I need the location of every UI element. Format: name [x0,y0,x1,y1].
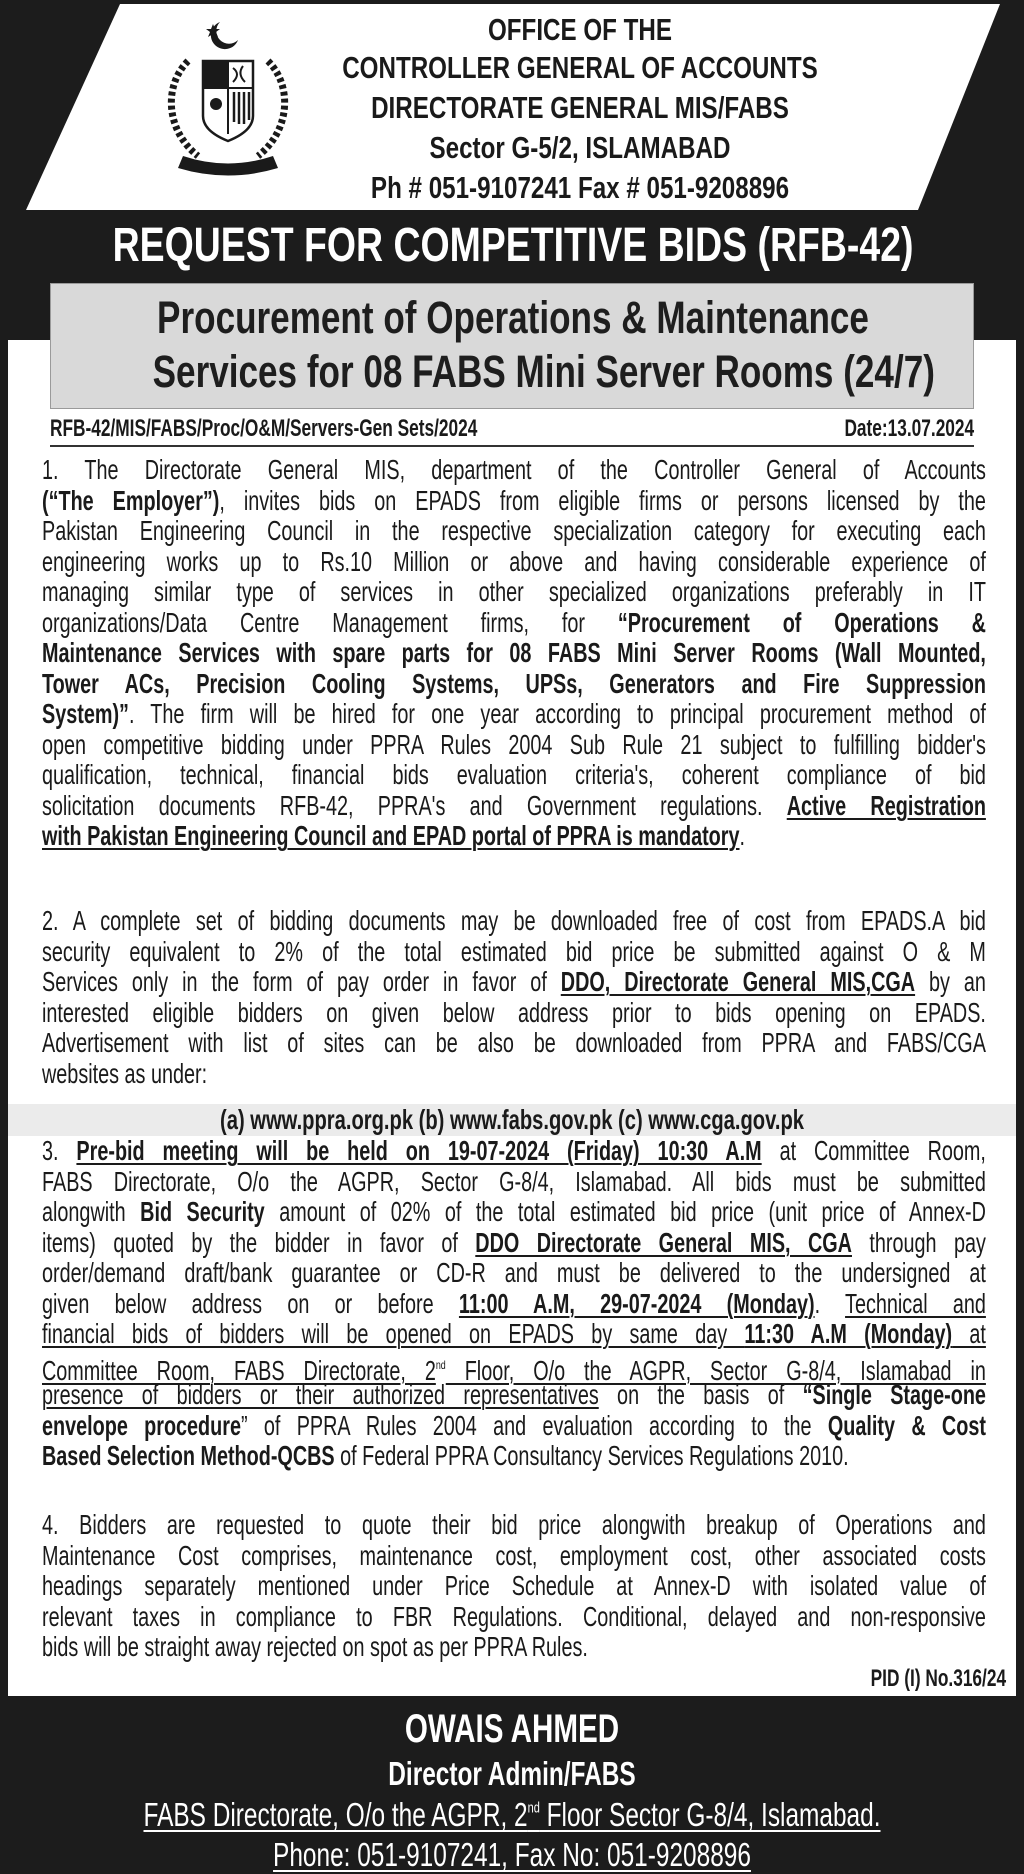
text-run: DDO Directorate General MIS, CGA [475,1226,852,1258]
text-run: managing similar type of services in other specialized organizations preferably in IT [42,576,986,607]
signatory-name: OWAIS AHMED [404,1707,620,1751]
text-run: 4. Bidders are requested to quote their bid price alongwith breakup of Operations and [42,1509,986,1540]
text-run: Quality & Cost [827,1409,986,1441]
text-run: Committee Room, FABS Directorate, 2 [42,1354,436,1386]
paragraph-line [42,669,986,699]
paragraph-line [42,547,986,577]
text-run: 1. The Directorate General MIS, department of the Controller General of Accounts [42,454,986,485]
text-run: at Committee Room, [761,1135,986,1166]
text-run: bids will be straight away rejected on spot as per PPRA Rules. [42,1631,588,1662]
text-run: items) quoted by the bidder in favor of [42,1226,476,1258]
paragraph-line [42,1059,986,1089]
paragraph-line [42,998,986,1028]
pid-number: PID (I) No.316/24 [870,1665,1006,1692]
text-run: envelope procedure [42,1409,241,1441]
text-run: Bid Security [140,1196,265,1227]
signatory-phone [133,1836,891,1874]
subtitle-line-2: Services for 08 FABS Mini Server Rooms (24/7) [152,346,935,397]
paragraph-line [42,1510,986,1540]
header-org-line: CONTROLLER GENERAL OF ACCOUNTS [342,50,818,85]
websites-list: (a) www.ppra.org.pk (b) www.fabs.gov.pk (c) www.cga.gov.pk [220,1104,804,1135]
text-run: engineering works up to Rs.10 Million or above and having considerable experience of [42,545,986,577]
text-run: “Procurement of Operations & [617,606,986,638]
text-run: of Federal PPRA Consultancy Services Regulations 2010. [334,1440,849,1471]
paragraph-line [42,730,986,760]
text-run: . The firm will be hired for one year according to principal procurement method of [128,698,986,729]
text-run: Based Selection Method-QCBS [42,1440,335,1471]
phone-fax: Phone: 051-9107241, Fax No: 051-9208896 [273,1836,751,1873]
government-emblem-icon [158,16,298,178]
text-run: Advertisement with list of sites can be also be downloaded from PPRA and FABS/CGA [42,1027,986,1058]
paragraph-line [42,967,986,997]
text-run: through pay [851,1226,986,1258]
text-run: “Single Stage-one [802,1379,986,1410]
paragraph-line [42,1319,986,1349]
header-office-line: OFFICE OF THE [487,12,673,47]
text-run: Technical and [845,1287,986,1319]
paragraph-line [42,699,986,729]
paragraph-line [42,1441,986,1471]
text-run: Maintenance Cost comprises, maintenance cost, employment cost, other associated costs [42,1539,986,1571]
text-run: DDO, Directorate General MIS,CGA [560,966,916,997]
text-run: security equivalent to 2% of the total estimated bid price be submitted against O & M [42,935,986,967]
paragraph-line [42,1541,986,1571]
paragraph-line [42,608,986,638]
paragraph-line [42,937,986,967]
text-run: solicitation documents RFB-42, PPRA's and Government regulations. [42,789,787,821]
text-run: 3. [42,1135,77,1166]
text-run: 11:30 A.M (Monday) [744,1318,953,1349]
paragraph-line [42,906,986,936]
paragraph-line [42,1228,986,1258]
text-run: Floor, O/o the AGPR, Sector G-8/4, Islamabad in [445,1354,986,1386]
text-run: qualification, technical, financial bids evaluation criteria's, coherent compliance of bid [42,759,986,790]
paragraph-line [42,1136,986,1166]
text-run: (“The Employer”) [42,484,220,516]
paragraph-line [42,1167,986,1197]
text-run: financial bids of bidders will be opened on EPADS by same day [42,1318,745,1349]
header-address-line: Sector G-5/2, ISLAMABAD [429,130,731,165]
text-run: Pakistan Engineering Council in the respective specialization category for executing each [42,515,986,546]
reference-number: RFB-42/MIS/FABS/Proc/O&M/Servers-Gen Sets/2024 [50,415,478,442]
subtitle-box [50,283,974,409]
text-run: by an [915,966,986,997]
text-run: open competitive bidding under PPRA Rules 2004 Sub Rule 21 subject to fulfilling bidder's [42,728,986,760]
paragraph-line [42,1289,986,1319]
paragraph-line [42,1258,986,1288]
paragraph-line [42,516,986,546]
text-run: 2. A complete set of bidding documents may be downloaded free of cost from EPADS.A bid [42,905,986,936]
text-run: Active Registration [786,789,986,821]
text-run: alongwith [42,1196,141,1227]
paragraph-line [42,486,986,516]
text-run: 11:00 A.M, 29-07-2024 (Monday) [458,1287,815,1319]
paragraph-line [42,638,986,668]
address-ordinal: nd [527,1800,540,1817]
text-run: Services only in the form of pay order in favor of [42,966,561,997]
text-run: ” of PPRA Rules 2004 and evaluation according to the [240,1409,828,1441]
text-run: order/demand draft/bank guarantee or CD-R and must be delivered to the undersigned at [42,1257,986,1288]
address-part-1: FABS Directorate, O/o the AGPR, 2 [143,1796,528,1833]
text-run: Pre-bid meeting will be held on 19-07-2024 (Friday) 10:30 A.M [76,1135,762,1166]
signatory-address [133,1796,891,1834]
page-title: REQUEST FOR COMPETITIVE BIDS (RFB-42) [112,219,914,272]
paragraph-line [42,455,986,485]
paragraph-line [42,577,986,607]
subtitle-line-1: Procurement of Operations & Maintenance [157,292,869,343]
text-run: at [952,1318,986,1349]
text-run: System)” [42,698,129,729]
text-run: , invites bids on EPADS from eligible firms or persons licensed by the [219,484,986,516]
text-run: organizations/Data Centre Management firms, for [42,606,618,638]
websites-band [8,1104,1016,1136]
text-run: . [739,820,746,851]
reference-date: Date:13.07.2024 [844,415,974,442]
text-run: with Pakistan Engineering Council and EPAD portal of PPRA is mandatory [42,820,740,851]
paragraph-line [42,791,986,821]
text-run: given below address on or before [42,1287,459,1319]
address-part-2: Floor Sector G-8/4, Islamabad. [539,1796,881,1833]
paragraph-line [42,1632,986,1662]
header-directorate-line: DIRECTORATE GENERAL MIS/FABS [371,90,789,125]
text-run: headings separately mentioned under Price Schedule at Annex-D with isolated value of [42,1570,986,1601]
text-run: relevant taxes in compliance to FBR Regulations. Conditional, delayed and non-responsive [42,1600,986,1632]
paragraph-line [42,1028,986,1058]
paragraph-line [42,760,986,790]
reference-row [50,415,974,447]
text-run: Maintenance Services with spare parts for 08 FABS Mini Server Rooms (Wall Mounted, [42,637,986,668]
text-run: interested eligible bidders on given below address prior to bids opening on EPADS. [42,996,986,1028]
paragraph-line [42,1380,986,1410]
text-run: . [814,1287,846,1319]
header-contact-line: Ph # 051-9107241 Fax # 051-9208896 [370,170,790,205]
text-run: amount of 02% of the total estimated bid price (unit price of Annex-D [264,1196,986,1227]
text-run: Tower ACs, Precision Cooling Systems, UPSs, Generators and Fire Suppression [42,667,986,699]
paragraph-line [42,1602,986,1632]
paragraph-line [42,1571,986,1601]
text-run: presence of bidders or their authorized representatives [42,1379,599,1410]
text-run: FABS Directorate, O/o the AGPR, Sector G-8/4, Islamabad. All bids must be submitted [42,1165,986,1197]
text-run: nd [435,1357,446,1372]
paragraph-line [42,1411,986,1441]
text-run: websites as under: [42,1057,208,1089]
text-run: on the basis of [598,1379,803,1410]
paragraph-line [42,821,986,851]
signatory-designation: Director Admin/FABS [388,1755,636,1792]
paragraph-line [42,1197,986,1227]
